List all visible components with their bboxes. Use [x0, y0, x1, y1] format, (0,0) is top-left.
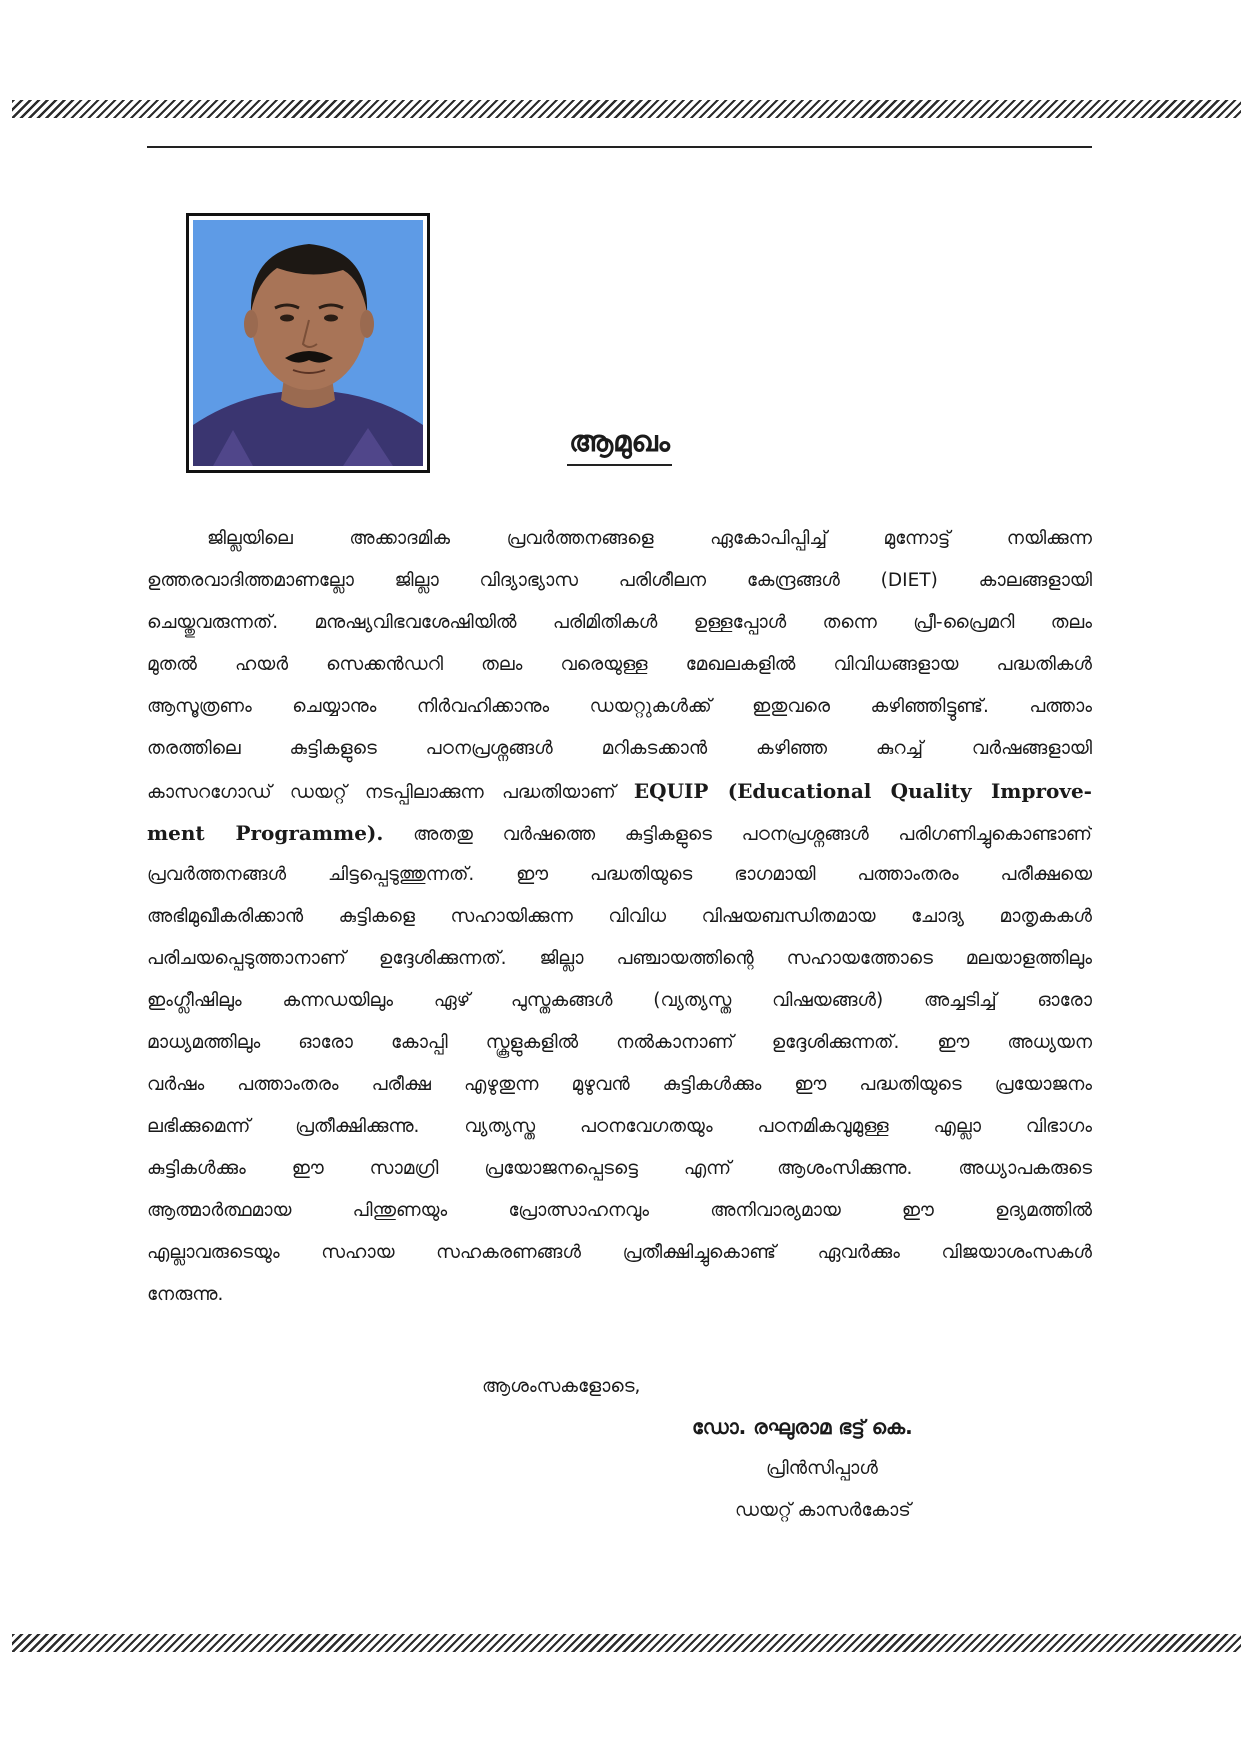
body-line: കാസറഗോഡ് ഡയറ്റ് നടപ്പിലാക്കുന്ന പദ്ധതിയാണ് EQUIP (Educational Quality Improve- [147, 779, 1092, 803]
body-line: പ്രവർത്തനങ്ങൾ ചിട്ടപ്പെടുത്തുന്നത്. ഈ പദ്ധതിയുടെ ഭാഗമായി പത്താംതരം പരീക്ഷയെ [147, 864, 1092, 885]
foreword-body [147, 518, 1092, 1316]
body-line: പരിചയപ്പെടുത്താനാണ് ഉദ്ദേശിക്കുന്നത്. ജില്ലാ പഞ്ചായത്തിന്റെ സഹായത്തോടെ മലയാളത്തിലും [147, 948, 1092, 969]
body-line: മാധ്യമത്തിലും ഓരോ കോപ്പി സ്കൂളുകളിൽ നൽകാനാണ് ഉദ്ദേശിക്കുന്നത്. ഈ അധ്യയന [147, 1032, 1092, 1053]
body-line: ഇംഗ്ലീഷിലും കന്നഡയിലും ഏഴ് പുസ്തകങ്ങൾ (വ്യത്യസ്ത വിഷയങ്ങൾ) അച്ചടിച്ച് ഓരോ [147, 990, 1092, 1011]
body-line: അഭിമുഖീകരിക്കാൻ കുട്ടികളെ സഹായിക്കുന്ന വിവിധ വിഷയബന്ധിതമായ ചോദ്യ മാതൃകകൾ [147, 906, 1092, 927]
body-line: ഉത്തരവാദിത്തമാണല്ലോ ജില്ലാ വിദ്യാഭ്യാസ പരിശീലന കേന്ദ്രങ്ങൾ (DIET) കാലങ്ങളായി [147, 570, 1092, 591]
body-line: ചെയ്തുവരുന്നത്. മനുഷ്യവിഭവശേഷിയിൽ പരിമിതികൾ ഉള്ളപ്പോൾ തന്നെ പ്രീ-പ്രൈമറി തലം [147, 612, 1092, 633]
body-line: വർഷം പത്താംതരം പരീക്ഷ എഴുതുന്ന മുഴുവൻ കുട്ടികൾക്കും ഈ പദ്ധതിയുടെ പ്രയോജനം [147, 1074, 1092, 1095]
author-portrait-frame [186, 213, 430, 473]
bottom-decorative-stripe [12, 1634, 1241, 1652]
body-line: തരത്തിലെ കുട്ടികളുടെ പഠനപ്രശ്നങ്ങൾ മറികടക്കാൻ കഴിഞ്ഞ കുറച്ച് വർഷങ്ങളായി [147, 738, 1092, 759]
body-line: മുതൽ ഹയർ സെക്കൻഡറി തലം വരെയുള്ള മേഖലകളിൽ വിവിധങ്ങളായ പദ്ധതികൾ [147, 654, 1092, 675]
body-line: എല്ലാവരുടെയും സഹായ സഹകരണങ്ങൾ പ്രതീക്ഷിച്ചുകൊണ്ട് ഏവർക്കും വിജയാശംസകൾ [147, 1242, 1092, 1263]
body-line: ആത്മാർത്ഥമായ പിന്തുണയും പ്രോത്സാഹനവും അനിവാര്യമായ ഈ ഉദ്യമത്തിൽ [147, 1200, 1092, 1221]
signature-name: ഡോ. രഘുരാമ ഭട്ട് കെ. [692, 1415, 913, 1439]
signature-org: ഡയറ്റ് കാസർകോട് [735, 1500, 911, 1521]
author-portrait-photo [193, 220, 423, 466]
signature-greeting: ആശംസകളോടെ, [482, 1376, 641, 1397]
body-line: ജില്ലയിലെ അക്കാദമിക പ്രവർത്തനങ്ങളെ ഏകോപിപ്പിച്ച് മുന്നോട്ട് നയിക്കുന്ന [207, 528, 1092, 549]
top-decorative-stripe [12, 100, 1241, 118]
page-heading: ആമുഖം [567, 420, 672, 466]
body-line: ലഭിക്കുമെന്ന് പ്രതീക്ഷിക്കുന്നു. വ്യത്യസ്ത പഠനവേഗതയും പഠനമികവുമുള്ള എല്ലാ വിഭാഗം [147, 1116, 1092, 1137]
body-line: കുട്ടികൾക്കും ഈ സാമഗ്രി പ്രയോജനപ്പെടട്ടെ എന്ന് ആശംസിക്കുന്നു. അധ്യാപകരുടെ [147, 1158, 1092, 1179]
equip-title-cont: ment Programme). [147, 821, 384, 845]
page-heading-wrap [548, 420, 691, 466]
body-line: ആസൂത്രണം ചെയ്യാനും നിർവഹിക്കാനും ഡയറ്റുകൾക്ക് ഇതുവരെ കഴിഞ്ഞിട്ടുണ്ട്. പത്താം [147, 696, 1092, 717]
body-line: നേരുന്നു. [147, 1284, 224, 1305]
header-rule [147, 146, 1092, 148]
equip-title: EQUIP (Educational Quality Improve- [633, 779, 1092, 803]
signature-role: പ്രിൻസിപ്പാൾ [766, 1458, 878, 1479]
body-line: ment Programme). അതതു വർഷത്തെ കുട്ടികളുടെ പഠനപ്രശ്നങ്ങൾ പരിഗണിച്ചുകൊണ്ടാണ് [147, 821, 1092, 845]
